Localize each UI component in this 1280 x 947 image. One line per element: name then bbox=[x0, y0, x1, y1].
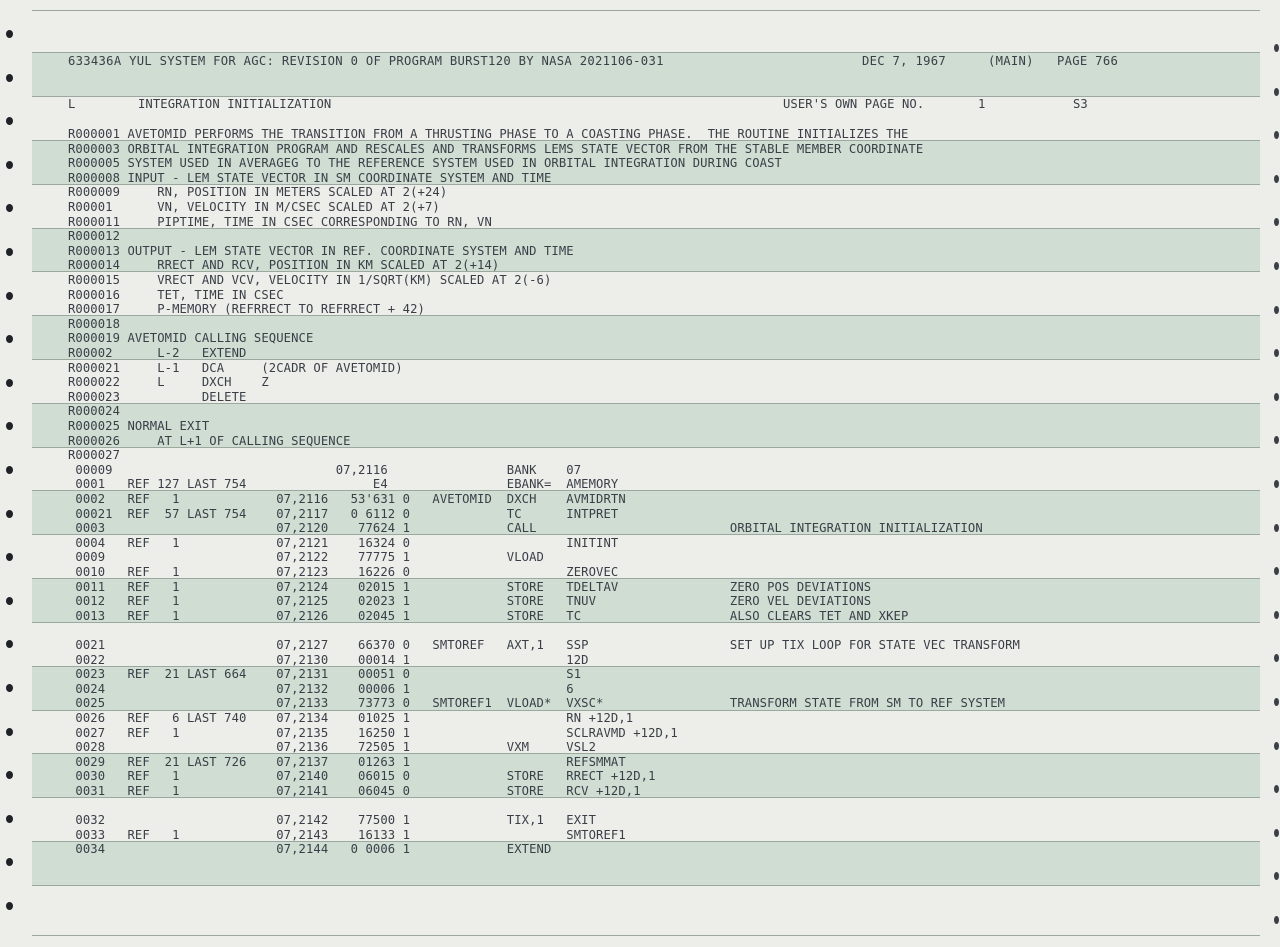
feed-hole bbox=[6, 510, 13, 518]
feed-hole bbox=[1274, 131, 1279, 139]
listing-line: R000024 bbox=[68, 404, 121, 418]
feed-hole bbox=[6, 422, 13, 430]
band-rule bbox=[32, 52, 1260, 53]
feed-hole bbox=[6, 74, 13, 82]
listing-line: R000022 L DXCH Z bbox=[68, 375, 269, 389]
listing-line: 0010 REF 1 07,2123 16226 0 ZEROVEC bbox=[68, 565, 619, 579]
feed-hole bbox=[1274, 742, 1279, 750]
feed-hole bbox=[6, 815, 13, 823]
feed-hole bbox=[6, 728, 13, 736]
feed-hole bbox=[6, 30, 13, 38]
header-title: 633436A YUL SYSTEM FOR AGC: REVISION 0 OF PROGRAM BURST120 BY NASA 2021106-031 bbox=[68, 54, 664, 68]
listing-line: 0001 REF 127 LAST 754 E4 EBANK= AMEMORY bbox=[68, 477, 619, 491]
subheader-code: S3 bbox=[1073, 97, 1088, 111]
listing-line: 0029 REF 21 LAST 726 07,2137 01263 1 REFSMMAT bbox=[68, 755, 626, 769]
listing-line: 0032 07,2142 77500 1 TIX,1 EXIT bbox=[68, 813, 597, 827]
header-section: (MAIN) bbox=[988, 54, 1034, 68]
listing-line: 0030 REF 1 07,2140 06015 0 STORE RRECT +12D,1 bbox=[68, 769, 656, 783]
listing-line: R000015 VRECT AND VCV, VELOCITY IN 1/SQRT(KM) SCALED AT 2(-6) bbox=[68, 273, 552, 287]
listing-line: R000003 ORBITAL INTEGRATION PROGRAM AND RESCALES AND TRANSFORMS LEMS STATE VECTOR FROM THE STABLE MEMBER COORDINATE bbox=[68, 142, 924, 156]
header-page-number: PAGE 766 bbox=[1057, 54, 1119, 68]
feed-hole bbox=[1274, 611, 1279, 619]
band-rule bbox=[32, 935, 1260, 936]
feed-hole bbox=[1274, 262, 1279, 270]
listing-line: R000005 SYSTEM USED IN AVERAGEG TO THE REFERENCE SYSTEM USED IN ORBITAL INTEGRATION DURING COAST bbox=[68, 156, 782, 170]
listing-line: R00001 VN, VELOCITY IN M/CSEC SCALED AT 2(+7) bbox=[68, 200, 440, 214]
band-rule bbox=[32, 10, 1260, 11]
listing-line: R000017 P-MEMORY (REFRRECT TO REFRRECT + 42) bbox=[68, 302, 425, 316]
feed-hole bbox=[1274, 436, 1279, 444]
listing-line: R000021 L-1 DCA (2CADR OF AVETOMID) bbox=[68, 361, 403, 375]
listing-line: 0009 07,2122 77775 1 VLOAD bbox=[68, 550, 544, 564]
feed-hole bbox=[1274, 44, 1279, 52]
feed-hole bbox=[6, 161, 13, 169]
feed-hole bbox=[1274, 480, 1279, 488]
listing-line: R000008 INPUT - LEM STATE VECTOR IN SM COORDINATE SYSTEM AND TIME bbox=[68, 171, 552, 185]
feed-hole bbox=[1274, 567, 1279, 575]
listing-line: 0026 REF 6 LAST 740 07,2134 01025 1 RN +12D,1 bbox=[68, 711, 634, 725]
listing-line: 0003 07,2120 77624 1 CALL ORBITAL INTEGRATION INITIALIZATION bbox=[68, 521, 983, 535]
listing-line: 0011 REF 1 07,2124 02015 1 STORE TDELTAV ZERO POS DEVIATIONS bbox=[68, 580, 872, 594]
subheader-title: INTEGRATION INITIALIZATION bbox=[138, 97, 332, 111]
feed-hole bbox=[1274, 829, 1279, 837]
listing-line: R000014 RRECT AND RCV, POSITION IN KM SCALED AT 2(+14) bbox=[68, 258, 500, 272]
feed-hole bbox=[6, 204, 13, 212]
feed-hole bbox=[1274, 393, 1279, 401]
listing-line: R000025 NORMAL EXIT bbox=[68, 419, 210, 433]
listing-line: 0002 REF 1 07,2116 53'631 0 AVETOMID DXCH AVMIDRTN bbox=[68, 492, 626, 506]
listing-line: R000023 DELETE bbox=[68, 390, 247, 404]
listing-line: 0021 07,2127 66370 0 SMTOREF AXT,1 SSP SET UP TIX LOOP FOR STATE VEC TRANSFORM bbox=[68, 638, 1020, 652]
listing-line: 0023 REF 21 LAST 664 07,2131 00051 0 S1 bbox=[68, 667, 582, 681]
feed-hole bbox=[1274, 698, 1279, 706]
feed-hole bbox=[1274, 524, 1279, 532]
feed-hole bbox=[6, 640, 13, 648]
listing-line: R00002 L-2 EXTEND bbox=[68, 346, 247, 360]
feed-hole bbox=[6, 553, 13, 561]
listing-line: R000016 TET, TIME IN CSEC bbox=[68, 288, 284, 302]
listing-line: R000001 AVETOMID PERFORMS THE TRANSITION FROM A THRUSTING PHASE TO A COASTING PHASE. THE ROUTINE INITIALIZES THE bbox=[68, 127, 909, 141]
listing-line: 0031 REF 1 07,2141 06045 0 STORE RCV +12D,1 bbox=[68, 784, 641, 798]
feed-hole bbox=[6, 292, 13, 300]
listing-line: 0027 REF 1 07,2135 16250 1 SCLRAVMD +12D,1 bbox=[68, 726, 678, 740]
feed-hole bbox=[6, 335, 13, 343]
feed-hole bbox=[6, 858, 13, 866]
feed-hole bbox=[6, 684, 13, 692]
listing-line: 0033 REF 1 07,2143 16133 1 SMTOREF1 bbox=[68, 828, 626, 842]
listing-line: R000027 bbox=[68, 448, 121, 462]
feed-hole bbox=[6, 379, 13, 387]
listing-line: 0034 07,2144 0 0006 1 EXTEND bbox=[68, 842, 552, 856]
feed-hole bbox=[1274, 785, 1279, 793]
listing-line: R000013 OUTPUT - LEM STATE VECTOR IN REF. COORDINATE SYSTEM AND TIME bbox=[68, 244, 574, 258]
feed-hole bbox=[6, 248, 13, 256]
listing-line: R000026 AT L+1 OF CALLING SEQUENCE bbox=[68, 434, 351, 448]
listing-line: 00021 REF 57 LAST 754 07,2117 0 6112 0 TC INTPRET bbox=[68, 507, 619, 521]
listing-line: 0028 07,2136 72505 1 VXM VSL2 bbox=[68, 740, 597, 754]
feed-hole bbox=[1274, 175, 1279, 183]
listing-line: R000018 bbox=[68, 317, 121, 331]
listing-line: 0004 REF 1 07,2121 16324 0 INITINT bbox=[68, 536, 619, 550]
feed-hole bbox=[6, 597, 13, 605]
feed-hole bbox=[1274, 88, 1279, 96]
feed-hole bbox=[6, 117, 13, 125]
listing-line: R000011 PIPTIME, TIME IN CSEC CORRESPONDING TO RN, VN bbox=[68, 215, 492, 229]
listing-line: 0013 REF 1 07,2126 02045 1 STORE TC ALSO CLEARS TET AND XKEP bbox=[68, 609, 909, 623]
feed-hole bbox=[1274, 654, 1279, 662]
listing-line: 0025 07,2133 73773 0 SMTOREF1 VLOAD* VXSC* TRANSFORM STATE FROM SM TO REF SYSTEM bbox=[68, 696, 1006, 710]
listing-line: 0024 07,2132 00006 1 6 bbox=[68, 682, 574, 696]
feed-hole bbox=[1274, 916, 1279, 924]
band-rule bbox=[32, 885, 1260, 886]
listing-line: R000012 bbox=[68, 229, 121, 243]
header-date: DEC 7, 1967 bbox=[862, 54, 947, 68]
listing-line: 00009 07,2116 BANK 07 bbox=[68, 463, 582, 477]
listing-line: 0012 REF 1 07,2125 02023 1 STORE TNUV ZERO VEL DEVIATIONS bbox=[68, 594, 872, 608]
feed-hole bbox=[1274, 872, 1279, 880]
feed-hole bbox=[1274, 218, 1279, 226]
listing-line: 0022 07,2130 00014 1 12D bbox=[68, 653, 589, 667]
own-page-label: USER'S OWN PAGE NO. bbox=[783, 97, 925, 111]
feed-hole bbox=[6, 902, 13, 910]
feed-hole bbox=[6, 466, 13, 474]
feed-hole bbox=[6, 771, 13, 779]
own-page-number: 1 bbox=[978, 97, 986, 111]
listing-line: R000019 AVETOMID CALLING SEQUENCE bbox=[68, 331, 314, 345]
subheader-mark: L bbox=[68, 97, 76, 111]
feed-hole bbox=[1274, 349, 1279, 357]
feed-hole bbox=[1274, 306, 1279, 314]
listing-line: R000009 RN, POSITION IN METERS SCALED AT 2(+24) bbox=[68, 185, 448, 199]
